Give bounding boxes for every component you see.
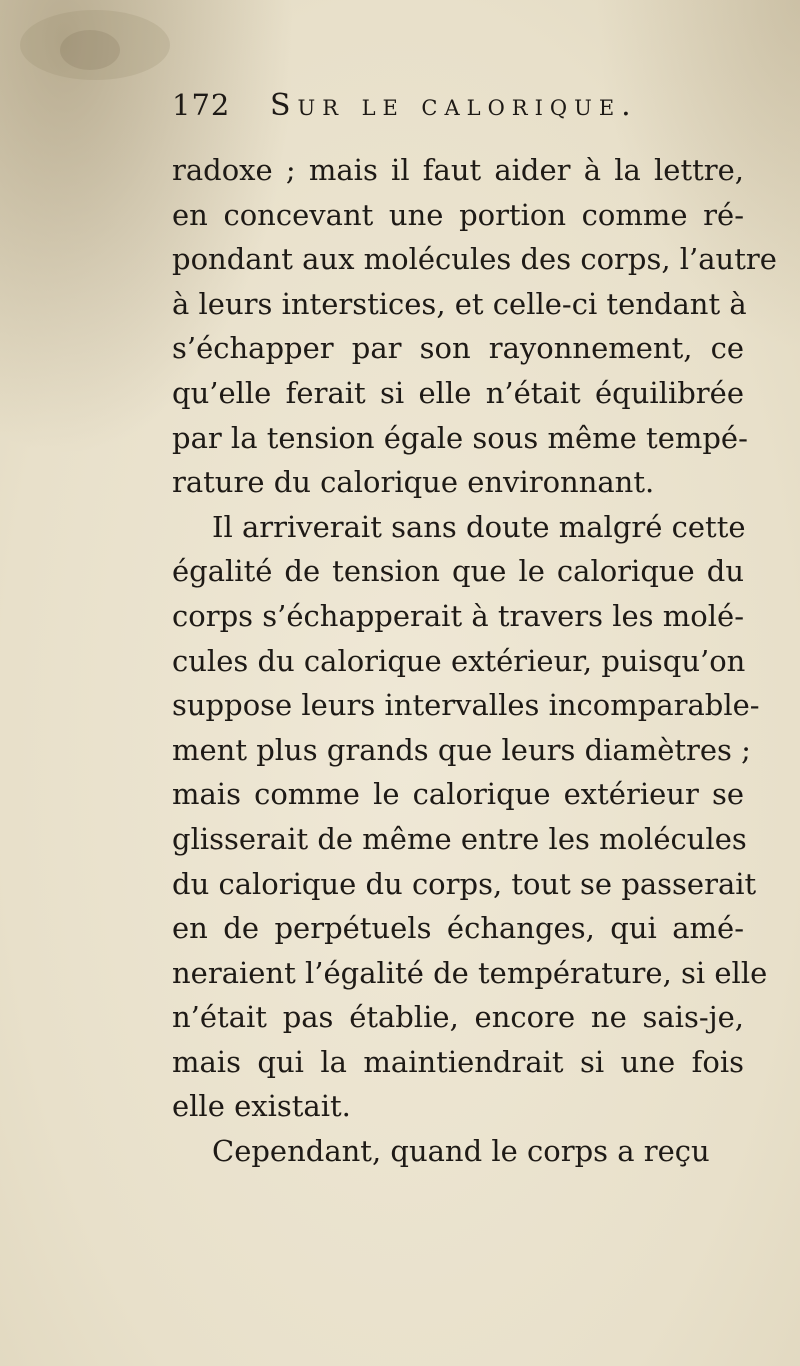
text-line: pondant aux molécules des corps, l’autre (172, 242, 777, 277)
text-line: à leurs interstices, et celle-ci tendant à (172, 286, 747, 321)
text-line: rature du calorique environnant. (172, 465, 655, 500)
text-line: radoxe ; mais il faut aider à la lettre, (172, 153, 744, 187)
text-line: du calorique du corps, tout se passerait (172, 866, 757, 901)
text-line: en concevant une portion comme ré- (172, 197, 744, 232)
text-line: Cependant, quand le corps a reçu (212, 1134, 710, 1169)
text-line: égalité de tension que le calorique du (172, 554, 744, 589)
page-header (172, 88, 732, 128)
text-line: cules du calorique extérieur, puisqu’on (172, 643, 746, 678)
text-line: Il arriverait sans doute malgré cette (212, 509, 746, 544)
text-line: en de perpétuels échanges, qui amé- (172, 911, 744, 946)
text-line: par la tension égale sous même tempé- (172, 420, 748, 455)
paper-stain (60, 30, 120, 70)
text-line: ment plus grands que leurs diamètres ; (172, 732, 751, 767)
running-title: Sur le calorique. (270, 88, 638, 123)
text-line: qu’elle ferait si elle n’était équilibrée (172, 375, 744, 410)
page-number: 172 (172, 88, 231, 122)
text-line: glisserait de même entre les molécules (172, 821, 747, 856)
text-line: n’était pas établie, encore ne sais-je, (172, 1000, 744, 1035)
body-text (172, 148, 777, 1174)
text-line: mais qui la maintiendrait si une fois (172, 1044, 744, 1079)
text-line: elle existait. (172, 1089, 351, 1124)
text-line: suppose leurs intervalles incomparable- (172, 688, 760, 723)
text-line: mais comme le calorique extérieur se (172, 777, 744, 812)
text-line: s’échapper par son rayonnement, ce (172, 331, 744, 366)
text-line: neraient l’égalité de température, si elle (172, 955, 768, 990)
text-line: corps s’échapperait à travers les molé- (172, 598, 744, 633)
